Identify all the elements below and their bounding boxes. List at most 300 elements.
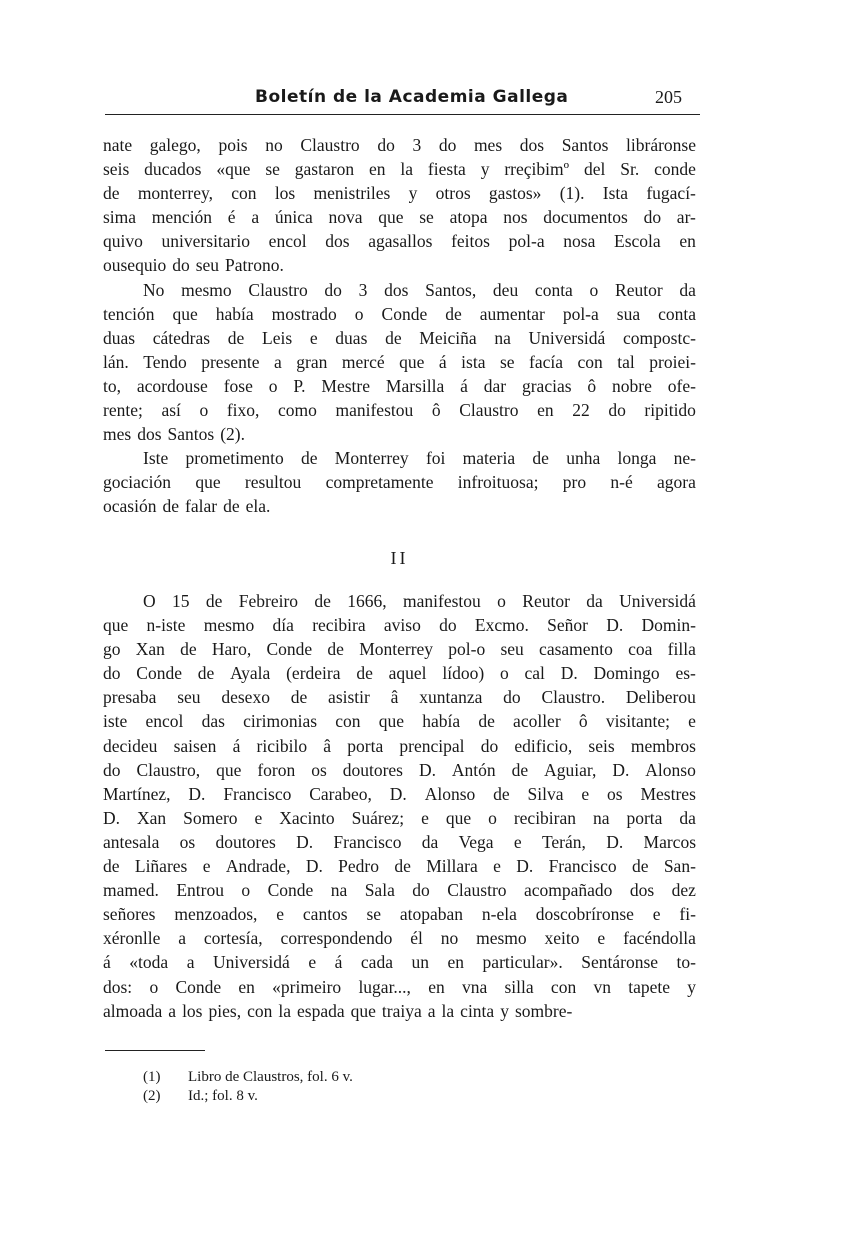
word: Xacinto — [279, 807, 335, 828]
text-line — [103, 709, 696, 733]
word: Mestres — [640, 783, 696, 804]
word: unha — [566, 448, 601, 469]
word: materia — [462, 448, 516, 469]
word: e — [513, 831, 522, 852]
word: mes — [473, 135, 503, 155]
word: en — [368, 159, 386, 180]
word: xeito — [544, 928, 580, 949]
word: ripitido — [644, 400, 696, 421]
text-line — [103, 205, 696, 229]
word: do — [172, 255, 190, 276]
word: dos — [384, 279, 409, 300]
word: sombre- — [514, 1000, 573, 1021]
word: do — [103, 663, 121, 684]
word: Suárez; — [351, 807, 405, 828]
word: do — [412, 880, 430, 901]
word: recibira — [312, 615, 366, 636]
word: o — [354, 303, 364, 324]
word: y — [480, 159, 490, 180]
paragraph-3 — [103, 446, 696, 518]
word: que — [195, 472, 221, 493]
word: quivo — [103, 231, 143, 252]
word: Monterrey — [334, 448, 409, 469]
word: en — [537, 400, 554, 421]
word: iste — [103, 711, 128, 732]
word: (2). — [220, 424, 245, 445]
word: resultou — [244, 472, 302, 493]
word: presaba — [103, 687, 157, 708]
word: prometimento — [185, 448, 284, 469]
word: almoada — [103, 1000, 163, 1021]
word: aviso — [383, 615, 421, 636]
word: que — [378, 711, 404, 732]
word: No — [143, 279, 165, 300]
word: los — [274, 183, 296, 204]
word: 22 — [572, 400, 590, 421]
word: Santos, — [425, 279, 477, 300]
word: e — [688, 711, 696, 732]
word: Sr. — [620, 159, 640, 180]
word: cada — [360, 952, 393, 973]
word: lugar..., — [358, 976, 411, 997]
word: to- — [676, 952, 696, 973]
word: e — [308, 952, 317, 973]
word: â — [323, 735, 332, 756]
word: D. — [103, 807, 121, 828]
word: decideu — [103, 735, 158, 756]
text-line — [103, 133, 696, 157]
word: do — [438, 135, 457, 155]
word: doscobríronse — [535, 904, 634, 925]
word: cortesía, — [203, 928, 263, 949]
word: Martínez, — [103, 783, 171, 804]
footnote-number: (1) — [143, 1069, 161, 1085]
word: a — [427, 1000, 436, 1021]
word: porta — [347, 735, 384, 756]
word: Universidá — [619, 591, 696, 611]
word: que — [103, 615, 129, 636]
word: de — [301, 448, 318, 469]
word: vn — [593, 976, 611, 997]
word: Entrou — [176, 880, 224, 901]
word: o — [488, 807, 497, 828]
word: filla — [667, 639, 696, 660]
word: «primeiro — [272, 976, 342, 997]
word: é — [227, 207, 236, 228]
word: 15 — [172, 591, 190, 611]
word: encol — [145, 711, 184, 732]
word: que — [399, 351, 425, 372]
word: recibiran — [513, 807, 577, 828]
word: ô — [587, 375, 597, 396]
word: os — [179, 831, 196, 852]
word: de — [180, 639, 197, 660]
word: la — [441, 1000, 455, 1021]
text-line — [103, 830, 696, 854]
text-line — [103, 926, 696, 950]
word: fose — [223, 375, 253, 396]
word: Alonso — [424, 783, 476, 804]
word: dos: — [103, 976, 133, 997]
word: Claustro — [459, 400, 519, 421]
word: menistriles — [313, 183, 391, 204]
word: da — [679, 279, 696, 300]
footnote-1 — [143, 1068, 353, 1087]
text-line — [103, 999, 696, 1023]
word: lídoo) — [442, 663, 485, 684]
word: en — [238, 976, 255, 997]
word: da — [421, 831, 439, 852]
word: con — [550, 976, 577, 997]
word: mesmo — [203, 615, 255, 636]
word: no — [440, 928, 459, 949]
text-line — [103, 350, 696, 374]
word: Conde — [381, 303, 428, 324]
text-line — [103, 422, 696, 446]
word: do — [608, 400, 626, 421]
word: única — [274, 207, 313, 228]
word: aumentar — [479, 303, 545, 324]
word: facéndolla — [623, 928, 696, 949]
word: fixo, — [226, 400, 260, 421]
word: de — [385, 327, 402, 348]
word: gran — [296, 351, 328, 372]
text-line — [103, 975, 696, 999]
word: Domin- — [641, 615, 696, 636]
text-line — [103, 854, 696, 878]
word: compretamente — [325, 472, 434, 493]
word: de — [223, 496, 240, 517]
footnotes — [143, 1068, 353, 1106]
word: a — [251, 207, 260, 228]
word: n-iste — [146, 615, 186, 636]
text-line — [103, 470, 696, 494]
text-line — [103, 398, 696, 422]
word: á — [438, 351, 447, 372]
word: pro — [562, 472, 587, 493]
body-text-section-1 — [103, 133, 696, 519]
word: de — [631, 856, 649, 877]
word: cal — [524, 663, 545, 684]
word: e — [254, 807, 263, 828]
word: facía — [529, 351, 564, 372]
word: silla — [504, 976, 534, 997]
footnote-text: Id.; fol. 8 v. — [188, 1088, 258, 1104]
word: gastos» — [488, 183, 542, 204]
word: infroituosa; — [457, 472, 539, 493]
word: o — [497, 591, 506, 611]
word: e — [652, 904, 661, 925]
word: Conde — [266, 639, 313, 660]
word: á — [334, 952, 343, 973]
word: de — [290, 687, 308, 708]
word: n-é — [610, 472, 633, 493]
word: libráronse — [626, 135, 696, 155]
text-line — [103, 734, 696, 758]
word: conta — [658, 303, 696, 324]
word: do — [377, 135, 395, 155]
word: dos — [325, 231, 350, 252]
word: la — [278, 1000, 291, 1021]
word: Leis — [262, 327, 293, 348]
word: de — [205, 591, 223, 611]
word: das — [201, 711, 225, 732]
word: acordouse — [136, 375, 208, 396]
word: mamed. — [103, 880, 159, 901]
word: deu — [492, 279, 519, 300]
word: universitario — [161, 231, 250, 252]
word: pol-a — [562, 303, 599, 324]
section-heading: II — [390, 548, 409, 568]
word: de — [162, 496, 179, 517]
word: agasallos — [368, 231, 433, 252]
word: los — [182, 1000, 203, 1021]
word: nos — [503, 207, 528, 228]
word: que — [378, 207, 404, 228]
word: del — [583, 159, 606, 180]
footnote-divider — [105, 1050, 205, 1051]
word: que — [216, 759, 242, 780]
word: xuntanza — [419, 687, 483, 708]
word: D. — [606, 615, 624, 636]
text-line — [103, 806, 696, 830]
text-line — [103, 278, 696, 302]
word: na — [494, 327, 511, 348]
word: acompañado — [523, 880, 613, 901]
word: (1). — [559, 183, 585, 204]
word: e — [309, 327, 318, 348]
word: á — [232, 735, 241, 756]
word: Universidá — [528, 327, 606, 348]
word: Iste — [143, 448, 169, 469]
word: seis — [588, 735, 615, 756]
word: conde — [654, 159, 696, 180]
word: la — [400, 159, 414, 180]
body-text-section-2 — [103, 589, 696, 1023]
word: duas — [103, 327, 136, 348]
word: Antón — [451, 759, 496, 780]
word: o — [589, 279, 599, 300]
word: Francisco — [223, 783, 292, 804]
text-line — [103, 950, 696, 974]
word: prencipal — [399, 735, 465, 756]
word: de — [511, 759, 529, 780]
word: pois — [218, 135, 248, 155]
word: D. — [188, 783, 206, 804]
word: correspondendo — [280, 928, 393, 949]
word: como — [278, 400, 317, 421]
word: de — [314, 591, 331, 611]
word: mesmo — [476, 928, 527, 949]
footnote-text: Libro de Claustros, fol. 6 v. — [188, 1069, 353, 1085]
word: os — [607, 783, 623, 804]
word: Escola — [614, 231, 661, 252]
footnote-number: (2) — [143, 1088, 161, 1104]
text-line — [103, 157, 696, 181]
word: e — [581, 783, 590, 804]
word: nosa — [563, 231, 596, 252]
word: conta — [534, 279, 573, 300]
word: con — [247, 1000, 273, 1021]
word: Marcos — [643, 831, 696, 852]
text-line — [103, 902, 696, 926]
word: pies, — [208, 1000, 242, 1021]
word: e — [597, 928, 606, 949]
text-line — [103, 374, 696, 398]
word: y — [687, 976, 696, 997]
word: pol-o — [448, 639, 486, 660]
word: á — [103, 952, 111, 973]
word: Aguiar, — [544, 759, 597, 780]
word: «toda — [129, 952, 169, 973]
word: de — [356, 663, 373, 684]
word: en — [447, 952, 465, 973]
word: Sala — [364, 880, 395, 901]
word: nobre — [612, 375, 652, 396]
text-line — [103, 302, 696, 326]
word: Claustro — [447, 880, 507, 901]
word: asistir — [328, 687, 370, 708]
word: San- — [663, 856, 696, 877]
word: rreçibimº — [504, 159, 570, 180]
word: Domingo — [593, 663, 660, 684]
word: Claustro, — [136, 759, 201, 780]
word: Pedro — [338, 856, 379, 877]
word: doutores — [215, 831, 276, 852]
word: en — [679, 231, 696, 252]
word: Vega — [458, 831, 494, 852]
word: gracias — [521, 375, 572, 396]
word: tención — [103, 303, 155, 324]
word: na — [330, 880, 348, 901]
word: pol-a — [508, 231, 545, 252]
word: «que — [216, 159, 251, 180]
word: Santos — [561, 135, 609, 155]
word: Conde — [175, 976, 222, 997]
word: acoller — [513, 711, 561, 732]
word: con — [577, 351, 603, 372]
word: fiesta — [427, 159, 466, 180]
word: 3 — [412, 135, 422, 155]
word: dar — [483, 375, 507, 396]
word: Ista — [602, 183, 629, 204]
word: rente; — [103, 400, 143, 421]
word: dez — [671, 880, 696, 901]
word: na — [592, 807, 610, 828]
word: y — [500, 1000, 509, 1021]
page-number: 205 — [655, 87, 682, 107]
word: él — [410, 928, 423, 949]
word: particular». — [482, 952, 563, 973]
word: foi — [425, 448, 446, 469]
word: que — [445, 807, 472, 828]
word: de — [103, 183, 120, 204]
word: Xan — [136, 807, 167, 828]
word: monterrey, — [137, 183, 213, 204]
text-line — [103, 494, 696, 518]
word: seu — [500, 639, 524, 660]
word: o — [241, 880, 251, 901]
word: membros — [630, 735, 696, 756]
word: D. — [305, 856, 323, 877]
word: de — [478, 711, 495, 732]
word: o — [499, 663, 509, 684]
word: había — [215, 303, 254, 324]
word: Claustro — [248, 279, 308, 300]
word: manifestou — [335, 400, 414, 421]
word: fugací- — [646, 183, 696, 204]
word: se — [499, 351, 515, 372]
word: Meiciña — [419, 327, 477, 348]
word: Deliberou — [625, 687, 696, 708]
word: nova — [328, 207, 363, 228]
word: Terán, — [541, 831, 586, 852]
word: os — [311, 759, 327, 780]
word: Excmo. — [474, 615, 529, 636]
word: había — [422, 711, 461, 732]
word: P. — [293, 375, 306, 396]
word: dos — [137, 424, 162, 445]
word: seis — [103, 159, 130, 180]
word: ne- — [673, 448, 696, 469]
word: Febreiro — [238, 591, 299, 611]
word: Tendo — [143, 351, 187, 372]
word: es- — [675, 663, 696, 684]
paragraph-4 — [103, 589, 696, 1023]
word: de — [103, 856, 120, 877]
word: mesmo — [181, 279, 232, 300]
word: documentos — [543, 207, 628, 228]
word: Claustro. — [541, 687, 606, 708]
word: Reutor — [615, 279, 663, 300]
word: traiya — [381, 1000, 422, 1021]
word: de — [532, 448, 549, 469]
word: to, — [103, 375, 121, 396]
paragraph-1 — [103, 133, 696, 278]
word: O — [143, 591, 156, 611]
word: y — [408, 183, 418, 204]
word: ducados — [144, 159, 202, 180]
word: no — [265, 135, 283, 155]
word: Xan — [135, 639, 165, 660]
word: cátedras — [152, 327, 211, 348]
word: que — [172, 303, 198, 324]
word: Liñares — [134, 856, 188, 877]
word: Francisco — [333, 831, 402, 852]
word: así — [161, 400, 181, 421]
word: se — [265, 159, 280, 180]
word: da — [679, 807, 696, 828]
word: do — [103, 759, 121, 780]
word: D. — [418, 759, 436, 780]
word: antesala — [103, 831, 160, 852]
word: D. — [296, 831, 314, 852]
word: dos — [629, 880, 655, 901]
word: xéronlle — [103, 928, 161, 949]
word: gastaron — [294, 159, 355, 180]
word: un — [411, 952, 429, 973]
running-header — [105, 84, 700, 115]
word: ousequio — [103, 255, 167, 276]
word: (erdeira — [286, 663, 341, 684]
word: Conde — [136, 663, 182, 684]
word: falar — [185, 496, 218, 517]
text-line — [103, 637, 696, 661]
paragraph-2 — [103, 278, 696, 447]
word: atopa — [449, 207, 488, 228]
text-line — [103, 661, 696, 685]
word: e — [493, 856, 501, 877]
